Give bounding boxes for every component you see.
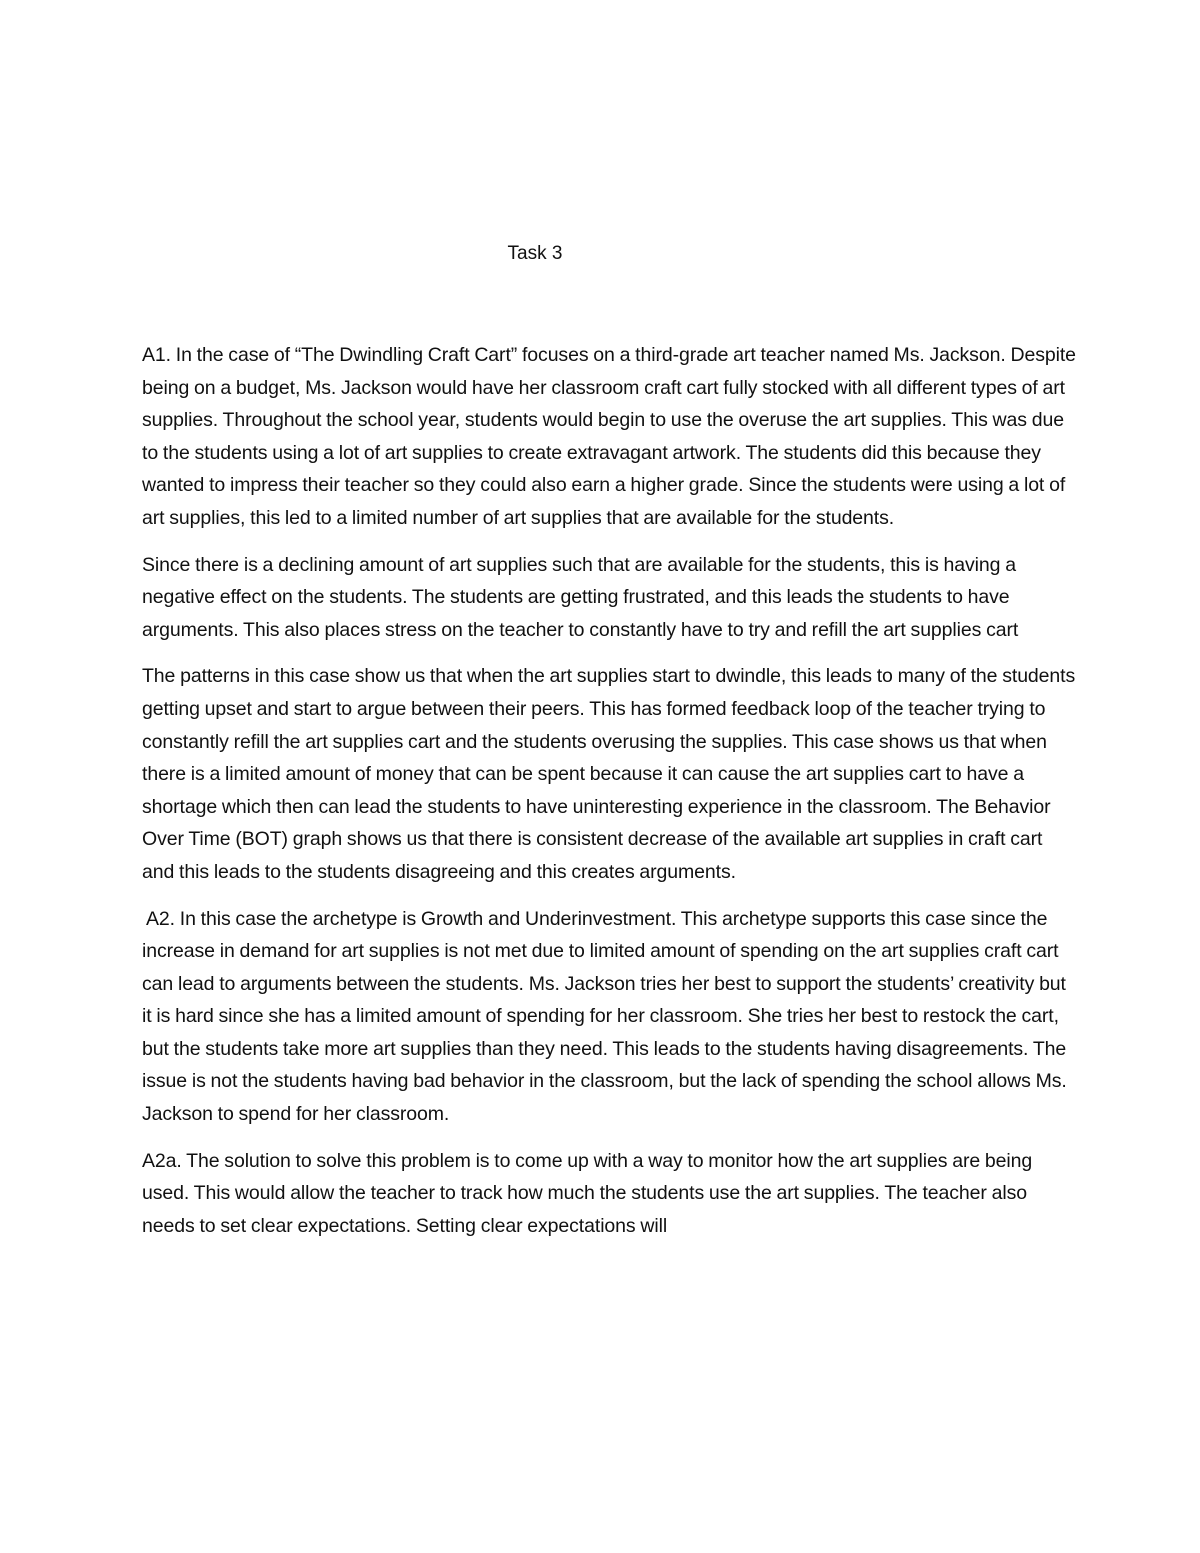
paragraph-a2: A2. In this case the archetype is Growth and Underinvestment. This archetype supports this case since the increase in demand for art supplies is not met due to limited amount of spending on the art supplies craft cart can lead to arguments between the students. Ms. Jackson tries her best to support the students’ creativity but it is hard since she has a limited amount of spending for her classroom. She tries her best to restock the cart, but the students take more art supplies than they need. This leads to the students having disagreements. The issue is not the students having bad behavior in the classroom, but the lack of spending the school allows Ms. Jackson to spend for her classroom. <box>142 907 1067 1126</box>
paragraph-declining-supplies: Since there is a declining amount of art supplies such that are available for the students, this is having a negative effect on the students. The students are getting frustrated, and this leads the students to have arguments. This also places stress on the teacher to constantly have to try and refill the art supplies cart <box>142 553 1019 641</box>
paragraph-a2a: A2a. The solution to solve this problem is to come up with a way to monitor how the art supplies are being used. This would allow the teacher to track how much the students use the art supplies. The teacher also needs to set clear expectations. Setting clear expectations will <box>142 1149 1033 1237</box>
document-body <box>142 339 1077 1256</box>
document-title: Task 3 <box>507 243 563 264</box>
paragraph-a1: A1. In the case of “The Dwindling Craft Cart” focuses on a third-grade art teacher named Ms. Jackson. Despite being on a budget, Ms. Jackson would have her classroom craft cart fully stocked with all different types of art supplies. Throughout the school year, students would begin to use the overuse the art supplies. This was due to the students using a lot of art supplies to create extravagant artwork. The students did this because they wanted to impress their teacher so they could also earn a higher grade. Since the students were using a lot of art supplies, this led to a limited number of art supplies that are available for the students. <box>142 344 1076 529</box>
paragraph-patterns: The patterns in this case show us that when the art supplies start to dwindle, this leads to many of the students getting upset and start to argue between their peers. This has formed feedback loop of the teacher trying to constantly refill the art supplies cart and the students overusing the supplies. This case shows us that when there is a limited amount of money that can be spent because it can cause the art supplies cart to have a shortage which then can lead the students to have uninteresting experience in the classroom. The Behavior Over Time (BOT) graph shows us that there is consistent decrease of the available art supplies in craft cart and this leads to the students disagreeing and this creates arguments. <box>142 665 1076 883</box>
